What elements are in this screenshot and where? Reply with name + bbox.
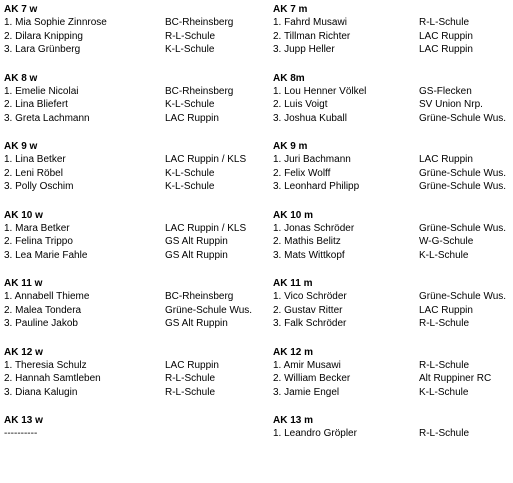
result-row (4, 167, 266, 181)
athlete-name: 2. William Becker (273, 373, 351, 384)
athlete-name: 1. Leandro Gröpler (273, 428, 357, 439)
club-name: R-L-Schule (419, 318, 470, 329)
athlete-name: 1. Mia Sophie Zinnrose (4, 17, 107, 28)
athlete-name: 3. Polly Oschim (4, 181, 74, 192)
club-name: K-L-Schule (165, 99, 215, 110)
club-name: Grüne-Schule Wus. (419, 112, 507, 124)
result-row (4, 112, 266, 126)
result-group-ak-13-m (273, 414, 511, 483)
athlete-name: 2. Felix Wolff (273, 167, 331, 179)
club-name: GS Alt Ruppin (165, 236, 228, 247)
result-row (4, 372, 266, 386)
athlete-name: 3. Diana Kalugin (4, 386, 78, 398)
left-column (4, 3, 266, 483)
athlete-name: 2. Tillman Richter (273, 30, 351, 42)
club-name: GS-Flecken (419, 85, 472, 97)
club-name: K-L-Schule (419, 249, 469, 261)
result-row (4, 180, 266, 194)
result-row (4, 30, 266, 44)
club-name: LAC Ruppin (165, 112, 219, 124)
club-name: Grüne-Schule Wus. (419, 167, 507, 179)
age-class-heading: AK 10 w (4, 209, 43, 221)
club-name: BC-Rheinsberg (165, 291, 234, 302)
result-row (273, 372, 511, 386)
athlete-name: 2. Luis Voigt (273, 99, 328, 110)
athlete-name: 1. Juri Bachmann (273, 154, 351, 165)
athlete-name: 3. Pauline Jakob (4, 318, 78, 329)
club-name: GS Alt Ruppin (165, 249, 228, 261)
athlete-name: 2. Hannah Samtleben (4, 373, 101, 384)
athlete-name: 3. Leonhard Philipp (273, 181, 360, 192)
age-class-heading: AK 9 m (273, 141, 308, 152)
result-row (4, 290, 266, 304)
result-row (4, 16, 266, 30)
club-name: R-L-Schule (165, 373, 216, 384)
athlete-name: 2. Dilara Knipping (4, 30, 83, 42)
athlete-name: 1. Emelie Nicolai (4, 85, 79, 97)
club-name: R-L-Schule (419, 428, 470, 439)
club-name: SV Union Nrp. (419, 99, 483, 110)
age-class-heading: AK 7 m (273, 4, 308, 15)
result-row (273, 85, 511, 99)
result-group-ak-10-m (273, 209, 511, 278)
result-row (273, 249, 511, 263)
athlete-name: 3. Greta Lachmann (4, 112, 90, 124)
result-row (273, 112, 511, 126)
result-group-ak-9-m (273, 140, 511, 209)
athlete-name: 2. Malea Tondera (4, 304, 82, 316)
result-row (273, 359, 511, 373)
athlete-name: 1. Jonas Schröder (273, 222, 355, 234)
age-class-heading: AK 8m (273, 72, 305, 84)
athlete-name: 3. Mats Wittkopf (273, 249, 345, 261)
club-name: LAC Ruppin (419, 154, 473, 165)
club-name: R-L-Schule (165, 386, 216, 398)
result-group-ak-8-w (4, 72, 266, 141)
club-name: K-L-Schule (165, 44, 215, 55)
age-class-heading: AK 13 w (4, 415, 43, 426)
result-group-ak-7-m (273, 3, 511, 72)
result-row (4, 249, 266, 263)
result-row (4, 43, 266, 57)
athlete-name: 2. Lina Bliefert (4, 99, 68, 110)
athlete-name: 2. Leni Röbel (4, 167, 63, 179)
result-group-ak-12-w (4, 346, 266, 415)
result-row (273, 235, 511, 249)
club-name: K-L-Schule (165, 181, 215, 192)
result-row (4, 98, 266, 112)
athlete-name: 1. Lou Henner Völkel (273, 85, 367, 97)
club-name: R-L-Schule (419, 359, 470, 371)
result-row (273, 386, 511, 400)
club-name: K-L-Schule (165, 167, 215, 179)
club-name: W-G-Schule (419, 236, 474, 247)
athlete-name: 1. Vico Schröder (273, 291, 347, 302)
result-row (4, 386, 266, 400)
club-name: LAC Ruppin (419, 30, 473, 42)
result-group-ak-11-m (273, 277, 511, 346)
result-row (4, 359, 266, 373)
club-name: Grüne-Schule Wus. (419, 181, 507, 192)
result-row (4, 235, 266, 249)
age-class-heading: AK 7 w (4, 4, 38, 15)
club-name: LAC Ruppin / KLS (165, 222, 247, 234)
result-group-ak-8m (273, 72, 511, 141)
club-name: LAC Ruppin / KLS (165, 154, 247, 165)
athlete-name: 3. Jamie Engel (273, 386, 340, 398)
result-row (273, 16, 511, 30)
athlete-name: 3. Lara Grünberg (4, 44, 81, 55)
result-row (4, 85, 266, 99)
result-row (273, 290, 511, 304)
athlete-name: 2. Felina Trippo (4, 236, 73, 247)
athlete-name: 1. Lina Betker (4, 154, 66, 165)
result-row (273, 30, 511, 44)
athlete-name: 1. Amir Musawi (273, 359, 341, 371)
athlete-name: 3. Jupp Heller (273, 44, 335, 55)
result-row (273, 317, 511, 331)
result-row (4, 317, 266, 331)
club-name: GS Alt Ruppin (165, 318, 228, 329)
result-group-ak-9-w (4, 140, 266, 209)
club-name: BC-Rheinsberg (165, 85, 234, 97)
result-row (4, 304, 266, 318)
no-entries-placeholder: ---------- (4, 428, 38, 439)
athlete-name: 3. Lea Marie Fahle (4, 249, 88, 261)
age-class-heading: AK 12 m (273, 346, 314, 358)
athlete-name: 2. Mathis Belitz (273, 236, 341, 247)
club-name: K-L-Schule (419, 386, 469, 398)
result-group-ak-7-w (4, 3, 266, 72)
club-name: LAC Ruppin (165, 359, 219, 371)
result-row (273, 153, 511, 167)
club-name: BC-Rheinsberg (165, 17, 234, 28)
age-class-heading: AK 13 m (273, 415, 314, 426)
club-name: LAC Ruppin (419, 304, 473, 316)
athlete-name: 1. Fahrd Musawi (273, 17, 347, 28)
result-row (273, 222, 511, 236)
athlete-name: 2. Gustav Ritter (273, 304, 343, 316)
age-class-heading: AK 11 w (4, 278, 43, 289)
athlete-name: 3. Falk Schröder (273, 318, 347, 329)
right-column (273, 3, 511, 483)
club-name: LAC Ruppin (419, 44, 473, 55)
result-row (4, 153, 266, 167)
age-class-heading: AK 10 m (273, 209, 314, 221)
result-group-ak-12-m (273, 346, 511, 415)
age-class-heading: AK 11 m (273, 278, 313, 289)
club-name: Grüne-Schule Wus. (419, 222, 507, 234)
result-row (273, 98, 511, 112)
club-name: R-L-Schule (165, 30, 216, 42)
athlete-name: 1. Theresia Schulz (4, 359, 87, 371)
result-group-ak-10-w (4, 209, 266, 278)
result-row (273, 167, 511, 181)
result-row (273, 43, 511, 57)
result-row (273, 427, 511, 441)
age-class-heading: AK 8 w (4, 72, 38, 84)
result-group-ak-11-w (4, 277, 266, 346)
result-row (4, 222, 266, 236)
club-name: R-L-Schule (419, 17, 470, 28)
athlete-name: 1. Mara Betker (4, 222, 70, 234)
result-row (273, 304, 511, 318)
athlete-name: 3. Joshua Kuball (273, 112, 347, 124)
result-row (273, 180, 511, 194)
club-name: Grüne-Schule Wus. (419, 291, 507, 302)
club-name: Alt Ruppiner RC (419, 373, 492, 384)
result-group-ak-13-w (4, 414, 266, 483)
club-name: Grüne-Schule Wus. (165, 304, 253, 316)
age-class-heading: AK 9 w (4, 141, 38, 152)
athlete-name: 1. Annabell Thieme (4, 291, 90, 302)
age-class-heading: AK 12 w (4, 346, 43, 358)
